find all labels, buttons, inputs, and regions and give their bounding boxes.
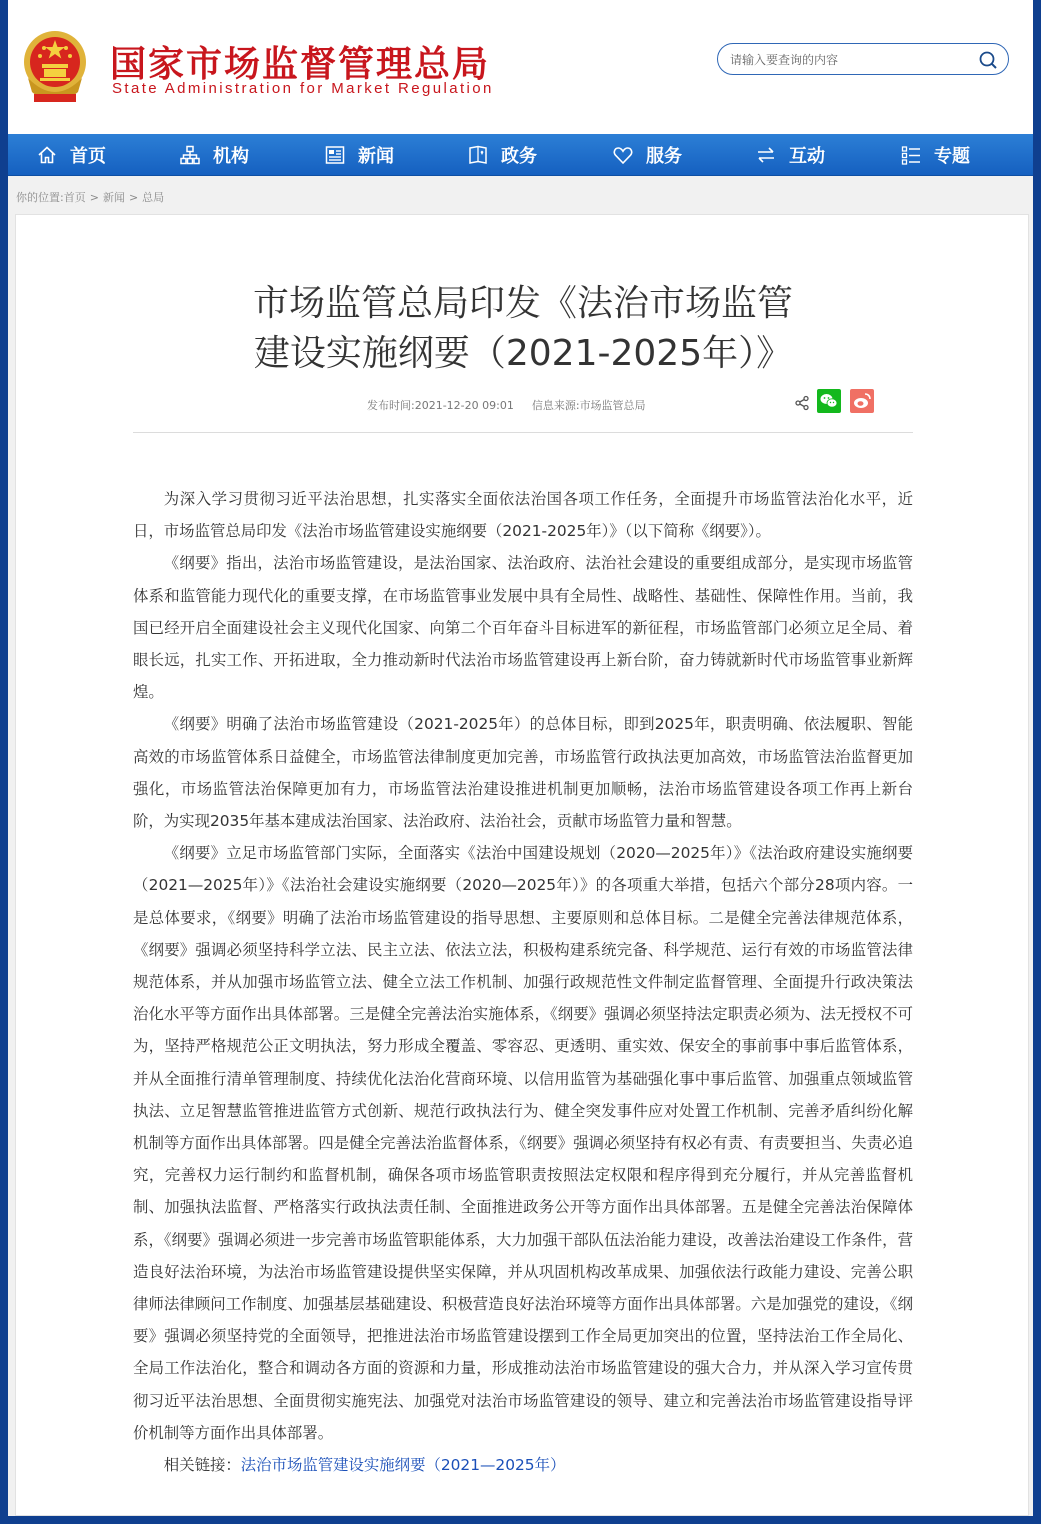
search-box (717, 43, 1009, 75)
related-links (133, 1449, 913, 1481)
nav-item-topics[interactable] (900, 134, 970, 175)
article-title-line: 市场监管总局印发《法治市场监管 (252, 283, 793, 324)
nav-item-label: 政务 (501, 145, 537, 167)
breadcrumb-hq-link[interactable]: 总局 (142, 191, 165, 204)
wechat-share-icon[interactable] (817, 389, 841, 413)
breadcrumb-home-link[interactable]: 首页 (63, 191, 86, 204)
publish-time-label: 发布时间: (367, 399, 415, 412)
source-label: 信息来源: (531, 399, 580, 412)
nav-item-label: 专题 (934, 145, 970, 167)
government-icon (467, 144, 489, 166)
article-paragraph: 《纲要》指出，法治市场监管建设，是法治国家、法治政府、法治社会建设的重要组成部分，是实现市场监管体系和监管能力现代化的重要支撑，在市场监管事业发展中具有全局性、战略性、基础性、保障性作用。当前，我国已经开启全面建设社会主义现代化国家、向第二个百年奋斗目标进军的新征程，市场监管部门必须立足全局、着眼长远，扎实工作、开拓进取，全力推动新时代法治市场监管建设再上新台阶，奋力铸就新时代市场监管事业新辉煌。 (133, 554, 913, 702)
breadcrumb-separator: > (89, 191, 99, 204)
breadcrumb-separator: > (128, 191, 139, 204)
share-icon[interactable] (794, 395, 810, 411)
publish-time: 2021-12-20 09:01 (414, 399, 514, 412)
nav-item-organization[interactable] (179, 134, 249, 175)
nav-item-label: 服务 (646, 145, 682, 167)
breadcrumb-news-link[interactable]: 新闻 (102, 191, 125, 204)
home-icon (36, 144, 58, 166)
related-links-label: 相关链接： (163, 1456, 241, 1475)
article-meta (367, 397, 646, 413)
site-subtitle: State Administration for Market Regulation (112, 80, 494, 97)
meta-divider (133, 432, 913, 433)
nav-item-label: 机构 (213, 145, 249, 167)
nav-item-label: 首页 (70, 145, 106, 167)
breadcrumb (16, 189, 164, 205)
breadcrumb-prefix: 你的位置: (16, 191, 64, 204)
nav-item-news[interactable] (324, 134, 394, 175)
site-title: 国家市场监督管理总局 (110, 44, 491, 85)
nav-item-label: 新闻 (358, 145, 394, 167)
article-title (16, 279, 1030, 379)
article-paragraph: 《纲要》明确了法治市场监管建设（2021-2025年）的总体目标，即到2025年，职责明确、依法履职、智能高效的市场监管体系日益健全，市场监管法律制度更加完善，市场监管行政执法更加高效，市场监管法治监督更加强化，市场监管法治保障更加有力，市场监管法治建设推进机制更加顺畅，法治市场监管建设各项工作再上新台阶，为实现2035年基本建成法治国家、法治政府、法治社会，贡献市场监管力量和智慧。 (133, 715, 913, 831)
national-emblem-icon (22, 26, 88, 104)
search-input[interactable] (728, 48, 972, 72)
article-paragraph: 为深入学习贯彻习近平法治思想，扎实落实全面依法治国各项工作任务，全面提升市场监管法治化水平，近日，市场监管总局印发《法治市场监管建设实施纲要（2021-2025年）》（以下简称《纲要》）。 (133, 490, 913, 541)
exchange-icon (755, 144, 777, 166)
main-nav (8, 134, 1033, 176)
article-body (133, 483, 913, 1481)
source-value: 市场监管总局 (579, 399, 646, 412)
newspaper-icon (324, 144, 346, 166)
nav-item-government-affairs[interactable] (467, 134, 537, 175)
list-icon (900, 144, 922, 166)
org-chart-icon (179, 144, 201, 166)
article-paragraph: 《纲要》立足市场监管部门实际，全面落实《法治中国建设规划（2020—2025年）》《法治政府建设实施纲要（2021—2025年）》《法治社会建设实施纲要（2020—2025年）》的各项重大举措，包括六个部分28项内容。一是总体要求，《纲要》明确了法治市场监管建设的指导思想、主要原则和总体目标。二是健全完善法律规范体系，《纲要》强调必须坚持科学立法、民主立法、依法立法，积极构建系统完备、科学规范、运行有效的市场监管法律规范体系，并从加强市场监管立法、健全立法工作机制、加强行政规范性文件制定监督管理、全面提升行政决策法治化水平等方面作出具体部署。三是健全完善法治实施体系，《纲要》强调必须坚持法定职责必须为、法无授权不可为，坚持严格规范公正文明执法，努力形成全覆盖、零容忍、更透明、重实效、保安全的事前事中事后监管体系，并从全面推行清单管理制度、持续优化法治化营商环境、以信用监管为基础强化事中事后监管、加强重点领域监管执法、立足智慧监管推进监管方式创新、规范行政执法行为、健全突发事件应对处置工作机制、完善矛盾纠纷化解机制等方面作出具体部署。四是健全完善法治监督体系，《纲要》强调必须坚持有权必有责、有责要担当、失责必追究，完善权力运行制约和监督机制，确保各项市场监管职责按照法定权限和程序得到充分履行，并从完善监督机制、加强执法监督、严格落实行政执法责任制、全面推进政务公开等方面作出具体部署。五是健全完善法治保障体系，《纲要》强调必须进一步完善市场监管职能体系，大力加强干部队伍法治能力建设，改善法治建设工作条件，营造良好法治环境，为法治市场监管建设提供坚实保障，并从巩固机构改革成果、加强依法行政能力建设、完善公职律师法律顾问工作制度、加强基层基础建设、积极营造良好法治环境等方面作出具体部署。六是加强党的建设，《纲要》强调必须坚持党的全面领导，把推进法治市场监管建设摆到工作全局更加突出的位置，坚持法治工作全局化、全局工作法治化，整合和调动各方面的资源和力量，形成推动法治市场监管建设的强大合力，并从深入学习宣传贯彻习近平法治思想、全面贯彻实施宪法、加强党对法治市场监管建设的领导、建立和完善法治市场监管建设指导评价机制等方面作出具体部署。 (133, 844, 913, 1442)
weibo-share-icon[interactable] (850, 389, 874, 413)
related-link[interactable]: 法治市场监管建设实施纲要（2021—2025年） (240, 1456, 566, 1475)
article-title-line: 建设实施纲要（2021-2025年）》 (253, 333, 793, 374)
page-frame (8, 0, 1033, 1516)
nav-item-interaction[interactable] (755, 134, 825, 175)
search-icon[interactable] (978, 50, 998, 70)
article-card (15, 214, 1029, 1516)
site-header (8, 0, 1033, 134)
nav-item-services[interactable] (612, 134, 682, 175)
nav-item-home[interactable] (36, 134, 106, 175)
nav-item-label: 互动 (789, 145, 825, 167)
heart-icon (612, 144, 634, 166)
